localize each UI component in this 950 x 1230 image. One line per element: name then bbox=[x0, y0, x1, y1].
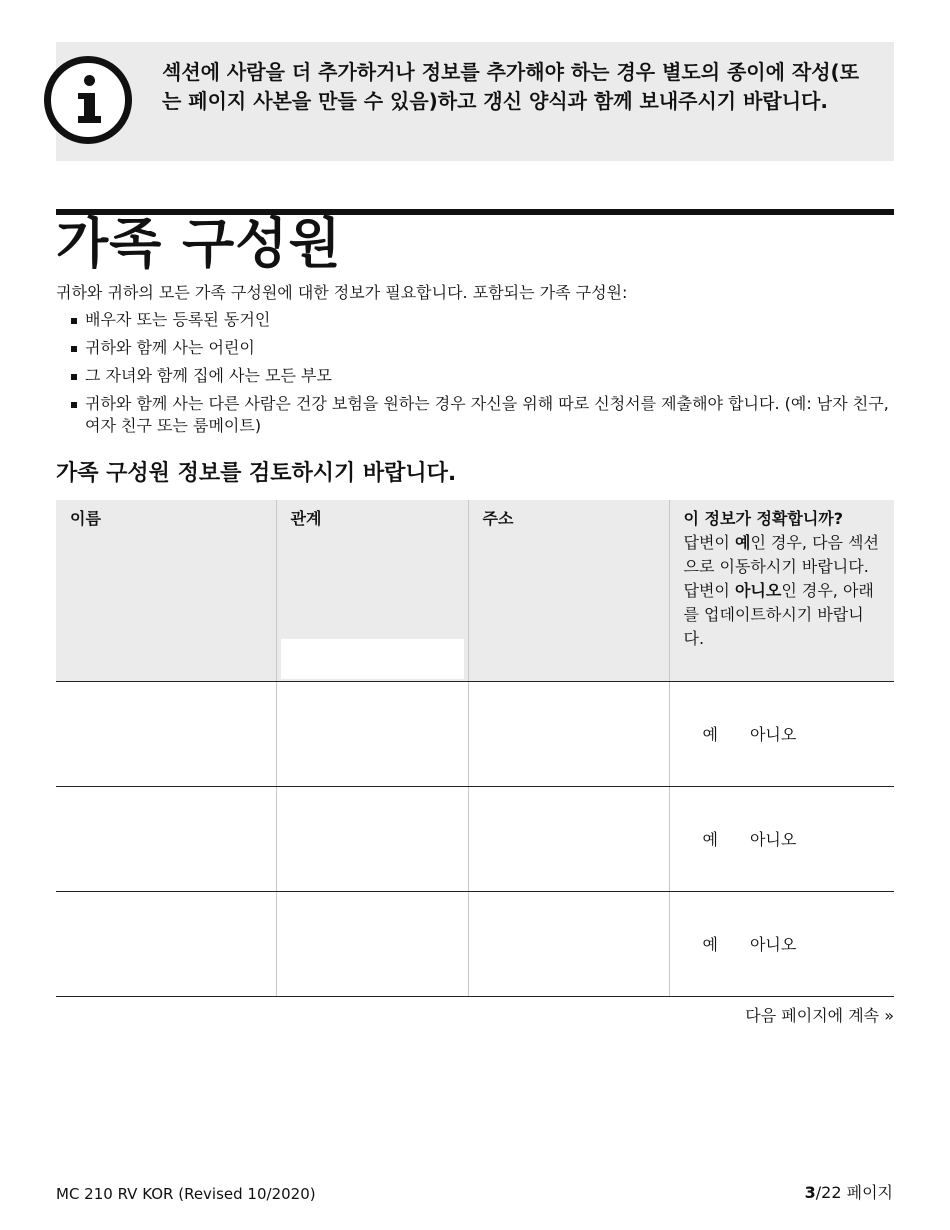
bullet-item: 그 자녀와 함께 집에 사는 모든 부모 bbox=[56, 365, 894, 387]
name-cell[interactable] bbox=[56, 786, 276, 891]
relationship-cell[interactable] bbox=[276, 891, 468, 996]
correct-answer-cell bbox=[669, 786, 894, 891]
bullet-item: 귀하와 함께 사는 다른 사람은 건강 보험을 원하는 경우 자신을 위해 따로 신청서를 제출해야 합니다. (예: 남자 친구, 여자 친구 또는 룸메이트) bbox=[56, 393, 894, 437]
no-option[interactable]: 아니오 bbox=[749, 725, 797, 744]
header-name: 이름 bbox=[56, 500, 276, 681]
header-relationship-label: 관계 bbox=[290, 509, 322, 528]
section-intro: 귀하와 귀하의 모든 가족 구성원에 대한 정보가 필요합니다. 포함되는 가족 구성원: bbox=[56, 283, 628, 302]
header-relationship bbox=[276, 500, 468, 681]
header-blank-field bbox=[281, 639, 464, 679]
address-cell[interactable] bbox=[468, 681, 669, 786]
relationship-cell[interactable] bbox=[276, 681, 468, 786]
no-option[interactable]: 아니오 bbox=[749, 935, 797, 954]
section-title: 가족 구성원 bbox=[56, 212, 342, 275]
table-row bbox=[56, 786, 894, 891]
table-row bbox=[56, 891, 894, 996]
relationship-cell[interactable] bbox=[276, 786, 468, 891]
bullet-item: 배우자 또는 등록된 동거인 bbox=[56, 309, 894, 331]
header-correct bbox=[669, 500, 894, 681]
household-members-table bbox=[56, 500, 894, 997]
form-id: MC 210 RV KOR (Revised 10/2020) bbox=[56, 1185, 316, 1203]
household-bullet-list bbox=[56, 309, 894, 443]
header-correct-title: 이 정보가 정확합니까? bbox=[683, 509, 844, 528]
table-row bbox=[56, 681, 894, 786]
address-cell[interactable] bbox=[468, 786, 669, 891]
continue-next-page: 다음 페이지에 계속 » bbox=[745, 1006, 894, 1025]
page-number: 3/22 페이지 bbox=[804, 1183, 893, 1202]
name-cell[interactable] bbox=[56, 891, 276, 996]
header-correct-desc: 답변이 예인 경우, 다음 섹션으로 이동하시기 바랍니다. 답변이 아니오인 경우, 아래를 업데이트하시기 바랍니다. bbox=[683, 533, 879, 648]
correct-answer-cell bbox=[669, 891, 894, 996]
info-notice-text: 섹션에 사람을 더 추가하거나 정보를 추가해야 하는 경우 별도의 종이에 작성(또는 페이지 사본을 만들 수 있음)하고 갱신 양식과 함께 보내주시기 바랍니다. bbox=[162, 60, 860, 113]
yes-option[interactable]: 예 bbox=[702, 830, 718, 849]
correct-answer-cell bbox=[669, 681, 894, 786]
no-option[interactable]: 아니오 bbox=[749, 830, 797, 849]
yes-option[interactable]: 예 bbox=[702, 935, 718, 954]
table-header-row bbox=[56, 500, 894, 681]
header-address: 주소 bbox=[468, 500, 669, 681]
review-heading: 가족 구성원 정보를 검토하시기 바랍니다. bbox=[56, 461, 457, 486]
yes-option[interactable]: 예 bbox=[702, 725, 718, 744]
bullet-item: 귀하와 함께 사는 어린이 bbox=[56, 337, 894, 359]
address-cell[interactable] bbox=[468, 891, 669, 996]
name-cell[interactable] bbox=[56, 681, 276, 786]
info-icon bbox=[44, 56, 132, 144]
